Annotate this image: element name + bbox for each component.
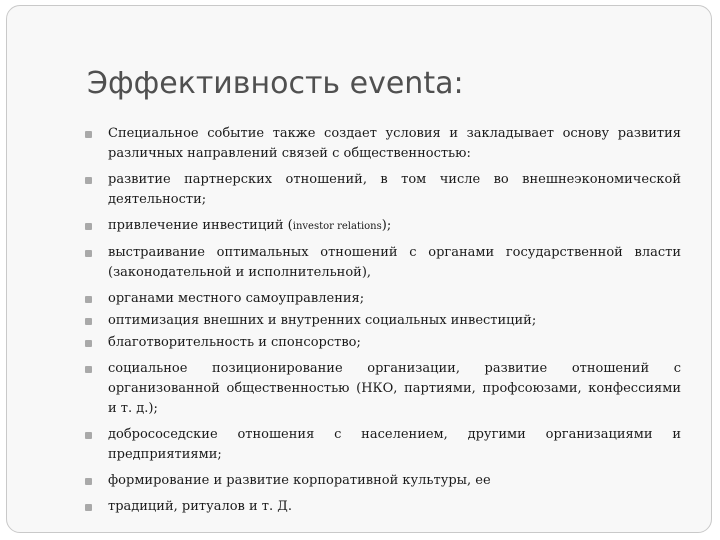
list-item	[85, 289, 681, 309]
list-item-text: социальное позиционирование организации, развитие отношений с организованной общественностью (НКО, партиями, профсоюзами, конфессиями и т. д.);	[108, 361, 681, 416]
list-item	[85, 425, 681, 465]
square-bullet-icon	[85, 131, 92, 138]
list-item-text: оптимизация внешних и внутренних социальных инвестиций;	[108, 313, 537, 328]
list-item-text: органами местного самоуправления;	[108, 291, 365, 306]
square-bullet-icon	[85, 432, 92, 439]
list-item	[85, 170, 681, 210]
list-item-text: развитие партнерских отношений, в том числе во внешнеэкономической деятельности;	[108, 172, 681, 207]
list-item-text: традиций, ритуалов и т. Д.	[108, 499, 292, 514]
list-item	[85, 359, 681, 419]
bullet-list	[85, 124, 681, 523]
square-bullet-icon	[85, 250, 92, 257]
list-item-text: благотворительность и спонсорство;	[108, 335, 361, 350]
list-item	[85, 124, 681, 164]
list-item-suffix: );	[381, 218, 392, 233]
list-item	[85, 243, 681, 283]
square-bullet-icon	[85, 296, 92, 303]
square-bullet-icon	[85, 340, 92, 347]
square-bullet-icon	[85, 223, 92, 230]
list-item-text: выстраивание оптимальных отношений с органами государственной власти (законодательной и исполнительной),	[108, 245, 681, 280]
slide-frame	[6, 5, 712, 533]
list-item	[85, 471, 681, 491]
slide-title: Эффективность eventa:	[87, 66, 464, 101]
list-item-text: привлечение инвестиций (	[108, 218, 293, 233]
square-bullet-icon	[85, 504, 92, 511]
square-bullet-icon	[85, 366, 92, 373]
list-item-text: формирование и развитие корпоративной культуры, ее	[108, 473, 491, 488]
list-item	[85, 497, 681, 517]
investor-relations-note: investor relations	[292, 221, 382, 232]
list-item	[85, 216, 681, 237]
square-bullet-icon	[85, 478, 92, 485]
list-item	[85, 311, 681, 331]
list-item	[85, 333, 681, 353]
square-bullet-icon	[85, 318, 92, 325]
square-bullet-icon	[85, 177, 92, 184]
list-item-text: Специальное событие также создает условия и закладывает основу развития различных направлений связей с общественностью:	[108, 126, 681, 161]
list-item-text: добрососедские отношения с населением, другими организациями и предприятиями;	[108, 427, 681, 462]
